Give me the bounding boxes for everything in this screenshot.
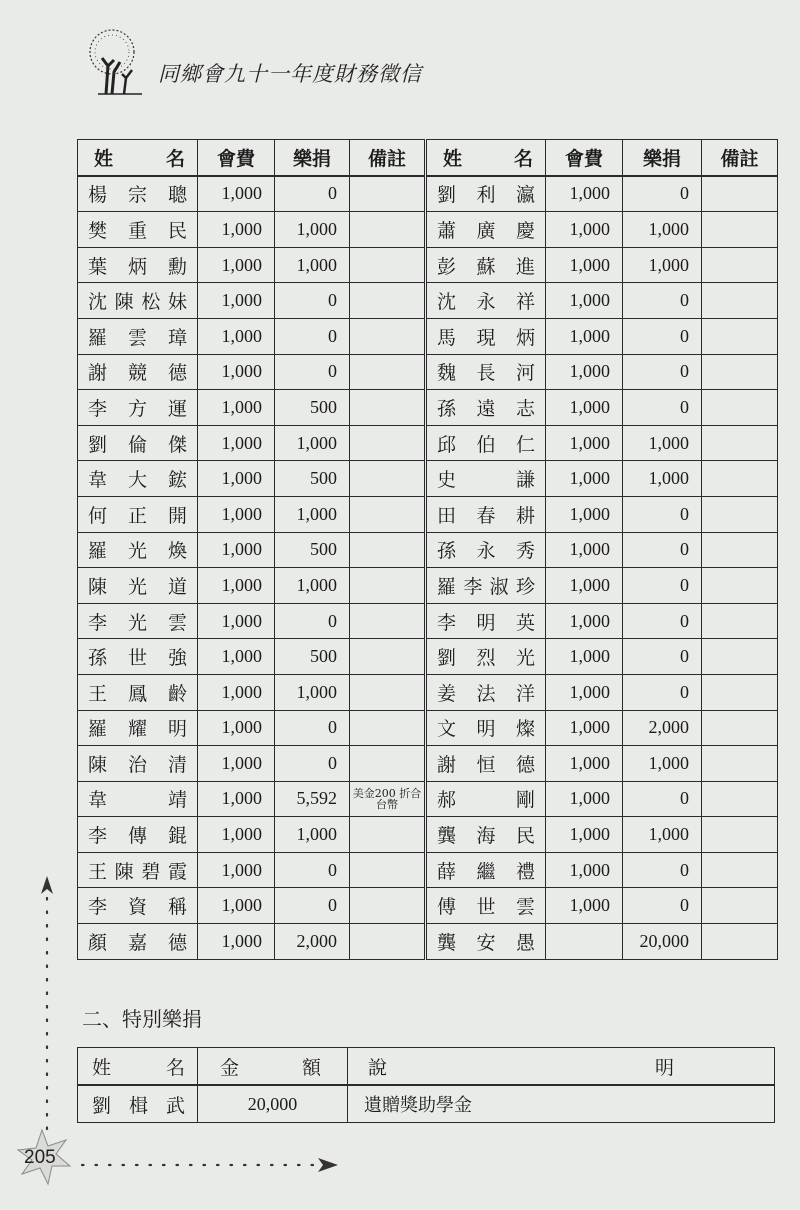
membership-fee: 1,000 — [546, 568, 623, 604]
member-name: 李傳錕 — [78, 817, 198, 853]
page-number: 205 — [24, 1147, 56, 1168]
membership-fee: 1,000 — [546, 603, 623, 639]
donation-amount: 1,000 — [275, 817, 350, 853]
header-donation: 樂捐 — [623, 140, 702, 176]
member-name: 魏長河 — [426, 354, 546, 390]
header-name: 姓 名 — [78, 1048, 198, 1086]
membership-fee: 1,000 — [546, 888, 623, 924]
donation-amount: 0 — [275, 318, 350, 354]
donation-amount: 1,000 — [275, 496, 350, 532]
donation-amount: 0 — [275, 354, 350, 390]
membership-fee: 1,000 — [546, 318, 623, 354]
member-name: 韋靖 — [78, 781, 198, 817]
membership-fee: 1,000 — [198, 746, 275, 782]
membership-fee: 1,000 — [546, 817, 623, 853]
donation-amount: 2,000 — [275, 924, 350, 960]
header-name: 姓 名 — [426, 140, 546, 176]
membership-fee: 1,000 — [546, 496, 623, 532]
header-fee: 會費 — [198, 140, 275, 176]
member-name: 劉烈光 — [426, 639, 546, 675]
membership-fee: 1,000 — [198, 568, 275, 604]
member-name: 李明英 — [426, 603, 546, 639]
member-name: 李資稱 — [78, 888, 198, 924]
membership-fee: 1,000 — [198, 496, 275, 532]
donation-amount: 0 — [623, 781, 702, 817]
donation-amount: 500 — [275, 461, 350, 497]
donation-amount: 0 — [623, 390, 702, 426]
member-name: 謝競德 — [78, 354, 198, 390]
membership-fee: 1,000 — [198, 639, 275, 675]
membership-fee: 1,000 — [546, 425, 623, 461]
membership-fee: 1,000 — [546, 532, 623, 568]
member-name: 孫永秀 — [426, 532, 546, 568]
membership-fee: 1,000 — [546, 781, 623, 817]
donation-amount: 0 — [623, 532, 702, 568]
membership-fee: 1,000 — [198, 283, 275, 319]
membership-fee: 1,000 — [546, 176, 623, 212]
header-title: 同鄉會九十一年度財務徵信 — [158, 62, 422, 86]
donation-amount: 0 — [275, 888, 350, 924]
member-name: 羅雲璋 — [78, 318, 198, 354]
donation-amount: 20,000 — [623, 924, 702, 960]
member-name: 陳治清 — [78, 746, 198, 782]
donation-amount: 20,000 — [198, 1085, 348, 1123]
membership-fee: 1,000 — [198, 461, 275, 497]
membership-fee: 1,000 — [198, 212, 275, 248]
remark: 美金200 折合台幣 — [350, 781, 426, 817]
membership-fee: 1,000 — [546, 283, 623, 319]
member-name: 劉倫傑 — [78, 425, 198, 461]
member-name: 李光雲 — [78, 603, 198, 639]
donation-amount: 0 — [623, 603, 702, 639]
member-name: 馬現炳 — [426, 318, 546, 354]
member-name: 文明燦 — [426, 710, 546, 746]
member-name: 田春耕 — [426, 496, 546, 532]
donation-amount: 500 — [275, 639, 350, 675]
member-name: 龔海民 — [426, 817, 546, 853]
donation-amount: 0 — [275, 603, 350, 639]
membership-fee: 1,000 — [198, 390, 275, 426]
donation-amount: 0 — [275, 176, 350, 212]
member-name: 史謙 — [426, 461, 546, 497]
member-name: 韋大鋐 — [78, 461, 198, 497]
membership-fee: 1,000 — [546, 390, 623, 426]
membership-fee: 1,000 — [198, 888, 275, 924]
donation-amount: 0 — [275, 746, 350, 782]
member-name: 王鳳齡 — [78, 674, 198, 710]
membership-fee: 1,000 — [198, 710, 275, 746]
member-name: 羅光煥 — [78, 532, 198, 568]
donation-amount: 0 — [623, 176, 702, 212]
member-name: 蕭廣慶 — [426, 212, 546, 248]
donation-amount: 1,000 — [275, 674, 350, 710]
header-fee: 會費 — [546, 140, 623, 176]
donation-amount: 1,000 — [623, 461, 702, 497]
header-note: 備註 — [350, 140, 426, 176]
member-name: 薛繼禮 — [426, 852, 546, 888]
donation-amount: 1,000 — [275, 568, 350, 604]
member-name: 郝剛 — [426, 781, 546, 817]
membership-fee: 1,000 — [546, 746, 623, 782]
donor-name: 劉楫武 — [78, 1085, 198, 1123]
membership-fee: 1,000 — [546, 247, 623, 283]
member-name: 沈陳松妹 — [78, 283, 198, 319]
donation-amount: 1,000 — [623, 212, 702, 248]
membership-fee: 1,000 — [198, 674, 275, 710]
member-name: 王陳碧霞 — [78, 852, 198, 888]
donation-amount: 0 — [623, 318, 702, 354]
donation-amount: 1,000 — [623, 425, 702, 461]
membership-fee: 1,000 — [546, 639, 623, 675]
member-name: 劉利瀛 — [426, 176, 546, 212]
member-name: 彭蘇進 — [426, 247, 546, 283]
member-name: 羅李淑珍 — [426, 568, 546, 604]
donation-amount: 0 — [275, 710, 350, 746]
membership-fee: 1,000 — [198, 247, 275, 283]
donation-amount: 1,000 — [275, 247, 350, 283]
donation-amount: 1,000 — [275, 212, 350, 248]
donation-amount: 500 — [275, 390, 350, 426]
member-name: 顏嘉德 — [78, 924, 198, 960]
member-name: 孫世強 — [78, 639, 198, 675]
donation-amount: 0 — [623, 639, 702, 675]
member-name: 沈永祥 — [426, 283, 546, 319]
donation-amount: 0 — [623, 568, 702, 604]
header-description: 說 明 — [348, 1048, 775, 1086]
header-donation: 樂捐 — [275, 140, 350, 176]
member-name: 陳光道 — [78, 568, 198, 604]
donation-amount: 0 — [623, 852, 702, 888]
donation-amount: 0 — [623, 674, 702, 710]
membership-fee: 1,000 — [546, 674, 623, 710]
header-amount: 金 額 — [198, 1048, 348, 1086]
member-name: 樊重民 — [78, 212, 198, 248]
donation-amount: 0 — [275, 283, 350, 319]
member-name: 龔安愚 — [426, 924, 546, 960]
member-name: 謝恒德 — [426, 746, 546, 782]
donation-amount: 2,000 — [623, 710, 702, 746]
member-name: 傅世雲 — [426, 888, 546, 924]
membership-fee: 1,000 — [546, 354, 623, 390]
membership-fee: 1,000 — [198, 532, 275, 568]
member-name: 姜法洋 — [426, 674, 546, 710]
membership-fee: 1,000 — [546, 461, 623, 497]
header-note: 備註 — [702, 140, 778, 176]
donation-description: 遺贈獎助學金 — [348, 1085, 775, 1123]
membership-fee: 1,000 — [198, 176, 275, 212]
horizontal-dotted-arrow-icon — [82, 1158, 338, 1172]
membership-fee: 1,000 — [198, 354, 275, 390]
membership-fee: 1,000 — [546, 212, 623, 248]
membership-fee: 1,000 — [198, 603, 275, 639]
section-title: 二、特別樂捐 — [82, 1007, 202, 1031]
donation-amount: 0 — [623, 496, 702, 532]
header-name: 姓 名 — [78, 140, 198, 176]
donation-amount: 0 — [275, 852, 350, 888]
member-name: 何正開 — [78, 496, 198, 532]
member-name: 邱伯仁 — [426, 425, 546, 461]
donation-amount: 0 — [623, 888, 702, 924]
donation-amount: 500 — [275, 532, 350, 568]
donation-amount: 1,000 — [623, 746, 702, 782]
member-name: 羅耀明 — [78, 710, 198, 746]
member-name: 李方運 — [78, 390, 198, 426]
membership-fee: 1,000 — [198, 852, 275, 888]
membership-fee: 1,000 — [198, 781, 275, 817]
donation-amount: 0 — [623, 354, 702, 390]
donation-amount: 0 — [623, 283, 702, 319]
membership-fee: 1,000 — [546, 710, 623, 746]
donation-amount: 1,000 — [623, 247, 702, 283]
member-name: 楊宗聰 — [78, 176, 198, 212]
membership-fee: 1,000 — [546, 852, 623, 888]
membership-fee: 1,000 — [198, 425, 275, 461]
donation-amount: 1,000 — [623, 817, 702, 853]
donation-amount: 5,592 — [275, 781, 350, 817]
member-name: 孫遠志 — [426, 390, 546, 426]
member-name: 葉炳勳 — [78, 247, 198, 283]
membership-fee: 1,000 — [198, 817, 275, 853]
membership-fee: 1,000 — [198, 924, 275, 960]
membership-fee: 1,000 — [198, 318, 275, 354]
vertical-dotted-arrow-icon — [41, 876, 53, 1135]
donation-amount: 1,000 — [275, 425, 350, 461]
